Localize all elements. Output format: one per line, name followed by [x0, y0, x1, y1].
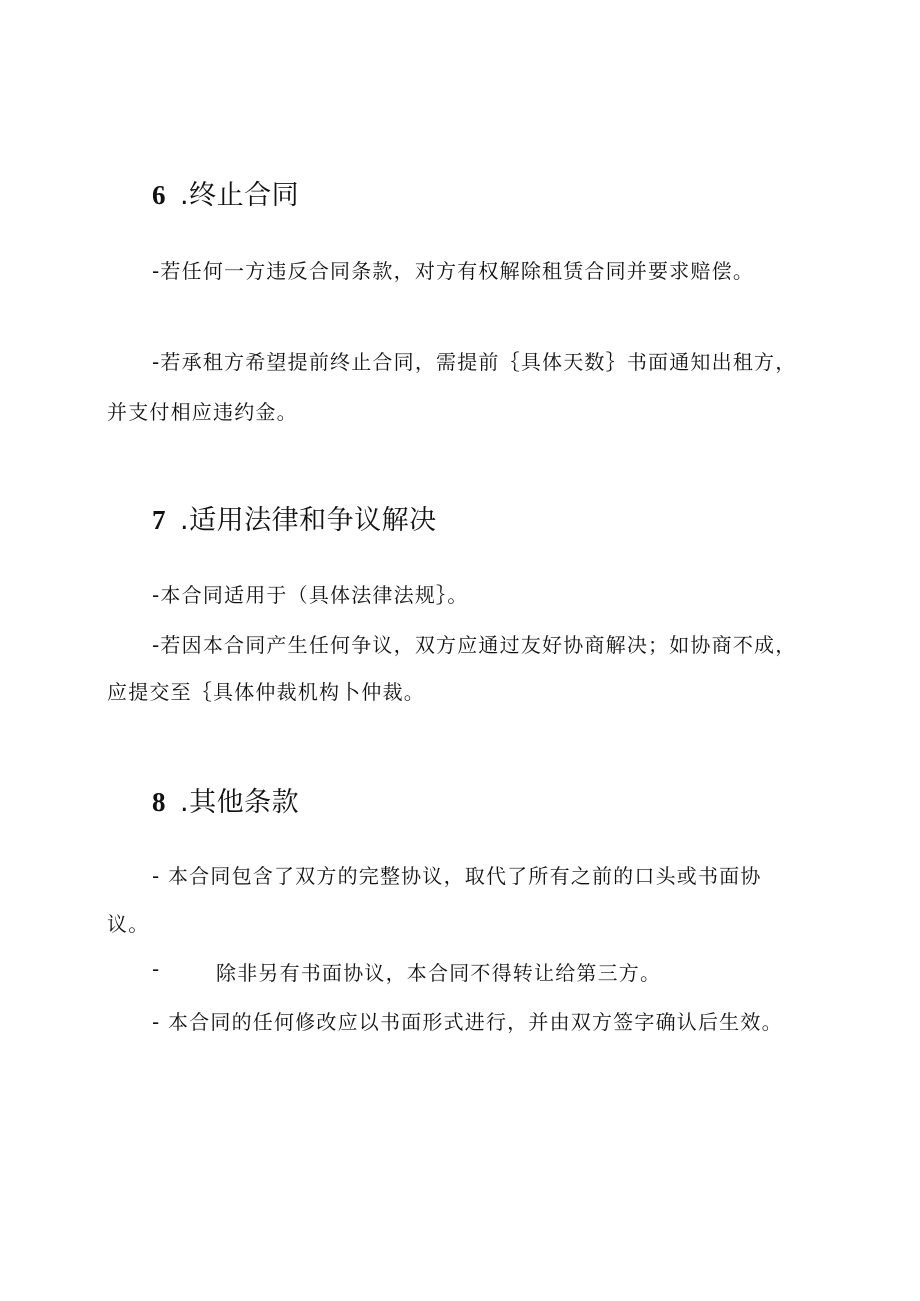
section-7-clause-2-cont: 应提交至｛具体仲裁机构卜仲裁。	[107, 680, 425, 704]
section-8-clause-3: - 本合同的任何修改应以书面形式进行，并由双方签字确认后生效。	[152, 1010, 783, 1034]
section-7-heading	[152, 498, 437, 537]
section-6-clause-1: -若任何一方违反合同条款，对方有权解除租赁合同并要求赔偿。	[152, 259, 755, 283]
section-8-title: .其他条款	[180, 787, 300, 818]
section-8-clause-2: 除非另有书面协议，本合同不得转让给第三方。	[216, 961, 662, 985]
section-6-clause-2: -若承租方希望提前终止合同，需提前｛具体天数｝书面通知出租方，	[152, 350, 797, 374]
section-7-title: .适用法律和争议解决	[180, 505, 437, 536]
section-8-clause-1: - 本合同包含了双方的完整协议，取代了所有之前的口头或书面协	[152, 864, 762, 888]
section-6-heading	[152, 173, 299, 212]
section-6-number: 6	[152, 180, 166, 210]
section-8-clause-1-cont: 议。	[107, 912, 150, 936]
section-8-heading	[152, 780, 299, 819]
section-8-number: 8	[152, 787, 166, 817]
section-8-clause-2-dash: -	[152, 957, 161, 981]
section-7-number: 7	[152, 505, 166, 535]
section-7-clause-1: -本合同适用于（具体法律法规｝。	[152, 583, 469, 607]
section-6-title: .终止合同	[180, 180, 300, 211]
section-7-clause-2: -若因本合同产生任何争议，双方应通过友好协商解决；如协商不成，	[152, 633, 797, 657]
section-6-clause-2-cont: 并支付相应违约金。	[107, 400, 298, 424]
